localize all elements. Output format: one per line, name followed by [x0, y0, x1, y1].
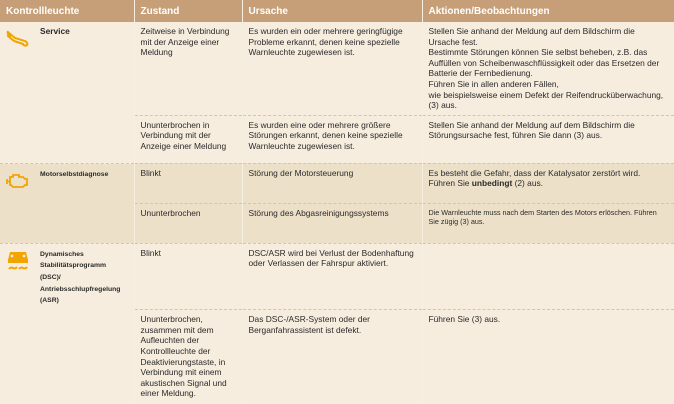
action-cell: Die Warnleuchte muss nach dem Starten des Motors erlöschen. Führen Sie zügig (3) aus.: [422, 203, 674, 243]
state-cell: Ununterbrochen: [134, 203, 242, 243]
header-cause: Ursache: [242, 0, 422, 22]
lamp-label: Motorselbstdiagnose: [40, 170, 109, 178]
action-cell: [422, 163, 674, 203]
cause-cell: Störung des Abgasreinigungssystems: [242, 203, 422, 243]
cause-cell: DSC/ASR wird bei Verlust der Bodenhaftung oder Verlassen der Fahrspur aktiviert.: [242, 243, 422, 309]
header-state: Zustand: [134, 0, 242, 22]
table-row: [0, 203, 674, 243]
lamp-cell: [0, 22, 134, 115]
header-lamp: Kontrollleuchte: [0, 0, 134, 22]
table-row: [0, 22, 674, 115]
engine-icon: [6, 169, 30, 191]
state-cell: Zeitweise in Verbindung mit der Anzeige einer Meldung: [134, 22, 242, 115]
lamp-cell: [0, 163, 134, 203]
cause-cell: Das DSC-/ASR-System oder der Berganfahrassistent ist defekt.: [242, 310, 422, 404]
wrench-icon: [6, 27, 30, 49]
cause-cell: Störung der Motorsteuerung: [242, 163, 422, 203]
lamp-cell: [0, 310, 134, 404]
action-cell: Führen Sie (3) aus.: [422, 310, 674, 404]
state-cell: Ununterbrochen, zusammen mit dem Aufleuchten der Kontrollleuchte der Deaktivierungstaste, in Verbindung mit einem akustischen Signal und einer Meldung.: [134, 310, 242, 404]
state-cell: Blinkt: [134, 163, 242, 203]
action-text: Es besteht die Gefahr, dass der Katalysator zerstört wird. Führen Sie: [428, 167, 641, 189]
cause-cell: Es wurden eine oder mehrere größere Störungen erkannt, denen keine spezielle Warnleuchte zugewiesen ist.: [242, 115, 422, 163]
lamp-cell: [0, 243, 134, 309]
state-cell: Blinkt: [134, 243, 242, 309]
table-row: [0, 115, 674, 163]
lamp-cell: [0, 203, 134, 243]
action-text: (2) aus.: [512, 178, 543, 189]
lamp-label: Dynamisches Stabilitätsprogramm (DSC)/ Antriebsschlupfregelung (ASR): [40, 250, 121, 305]
cause-cell: Es wurden ein oder mehrere geringfügige Probleme erkannt, denen keine spezielle Warnleuchte zugewiesen ist.: [242, 22, 422, 115]
action-cell: Stellen Sie anhand der Meldung auf dem Bildschirm die Ursache fest. Bestimmte Störungen können Sie selbst beheben, z.B. das Auffüllen von Scheibenwaschflüssigkeit oder das Ersetzen der Batterie der Fernbedienung. Führen Sie in allen anderen Fällen, wie beispielsweise einem Defekt der Reifendrucküberwachung, (3) aus.: [422, 22, 674, 115]
lamp-cell: [0, 115, 134, 163]
action-emphasis: unbedingt: [471, 178, 513, 189]
action-cell: Stellen Sie anhand der Meldung auf dem Bildschirm die Störungsursache fest, führen Sie dann (3) aus.: [422, 115, 674, 163]
table-row: [0, 163, 674, 203]
lamp-label: Service: [40, 26, 70, 36]
state-cell: Ununterbrochen in Verbindung mit der Anzeige einer Meldung: [134, 115, 242, 163]
table-row: [0, 243, 674, 309]
action-cell: [422, 243, 674, 309]
header-action: Aktionen/Beobachtungen: [422, 0, 674, 22]
skidding-car-icon: [6, 249, 30, 271]
table-row: [0, 310, 674, 404]
table-header-row: [0, 0, 674, 22]
